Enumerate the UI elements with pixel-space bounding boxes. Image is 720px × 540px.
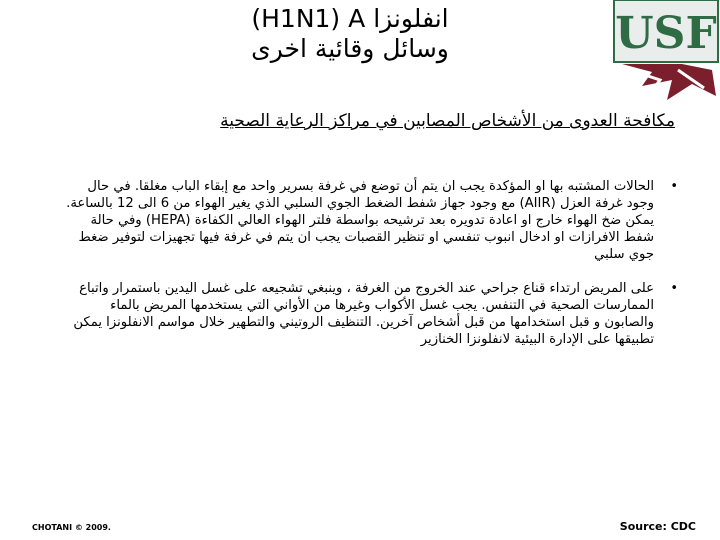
- source-citation: Source: CDC: [619, 520, 696, 533]
- bullet-text: على المريض ارتداء قناع جراحي عند الخروج من الغرفة ، وينبغي تشجيعه على غسل اليدين باستمرار واتباع الممارسات الصحية في التنفس. يجب غسل الأكواب وغيرها من الأواني التي يستخدمها المريض بالماء والصابون و قبل استخدامها من قبل أشخاص آخرين. التنظيف الروتيني والتطهير خلال مواسم الانفلونزا يمكن تطبيقها على الإدارة البيئية لانفلونزا الخنازير: [73, 281, 654, 347]
- university-logo: [612, 0, 720, 104]
- bullet-item: [58, 178, 680, 263]
- bullet-item: [58, 280, 680, 348]
- logo-letters: USF: [615, 8, 717, 59]
- copyright-notice: CHOTANI © 2009.: [32, 523, 111, 532]
- slide-title: [150, 4, 550, 64]
- bullet-list: [58, 178, 680, 365]
- title-line-1: (H1N1) A انفلونزا: [251, 4, 449, 33]
- bullet-text: الحالات المشتبه بها او المؤكدة يجب ان يتم أن توضع في غرفة بسرير واحد مع إبقاء الباب مغلقا. في حال وجود غرفة العزل (AIIR) مع وجود جهاز شفط الضغط الجوي السلبي الذي يغير الهواء من 6 الى 12 بالساعة. يمكن ضخ الهواء خارج او اعادة تدويره بعد ترشيحه بواسطة فلتر الهواء العالي الكفاءة (HEPA) وفي حالة شفط الافرازات او ادخال انبوب تنفسي او تنظير القصبات يجب ان يتم في غرفة فيها تجهيزات لتوفير ضغط جوي سلبي: [66, 179, 654, 262]
- bullet-marker-icon: •: [670, 179, 678, 194]
- section-heading: مكافحة العدوى من الأشخاص المصابين في مراكز الرعاية الصحية: [220, 111, 675, 131]
- bullet-marker-icon: •: [670, 281, 678, 296]
- title-line-2: وسائل وقائية اخرى: [251, 34, 449, 63]
